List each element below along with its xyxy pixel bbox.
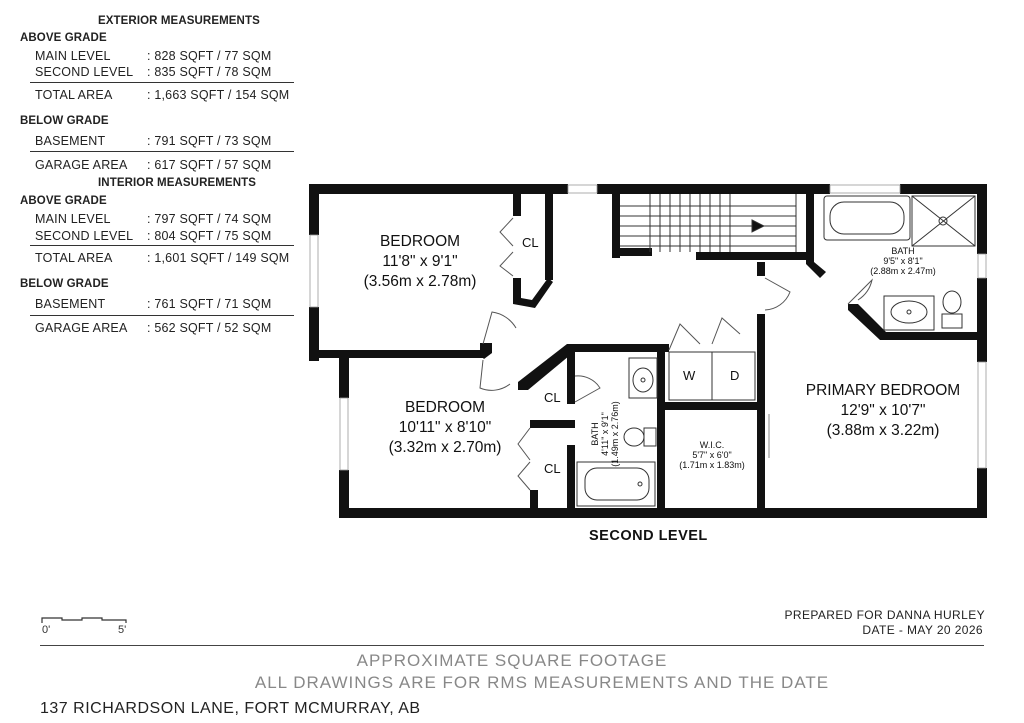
level-title: SECOND LEVEL	[589, 528, 708, 544]
primary-bedroom-dim-metric: (3.88m x 3.22m)	[826, 422, 940, 439]
interior-header: INTERIOR MEASUREMENTS	[98, 177, 256, 189]
closet-label-bedroom2: CL	[544, 461, 561, 476]
interior-below-grade-label: BELOW GRADE	[20, 278, 109, 290]
wic-dim-imperial: 5'7" x 6'0"	[692, 450, 732, 460]
interior-total-value: : 1,601 SQFT / 149 SQM	[147, 251, 290, 265]
scale-end-label: 5'	[118, 624, 127, 636]
primary-bedroom-name: PRIMARY BEDROOM	[805, 382, 961, 399]
prepared-for: PREPARED FOR DANNA HURLEY	[784, 608, 985, 622]
dryer-label: D	[730, 368, 740, 383]
bedroom1-dim-imperial: 11'8" x 9'1"	[382, 253, 458, 270]
primary-bedroom-dim-imperial: 12'9" x 10'7"	[840, 402, 926, 419]
exterior-header: EXTERIOR MEASUREMENTS	[98, 15, 260, 27]
prepared-date: DATE - MAY 20 2026	[862, 623, 983, 637]
exterior-basement-value: : 791 SQFT / 73 SQM	[147, 134, 272, 148]
interior-above-grade-label: ABOVE GRADE	[20, 195, 107, 207]
exterior-total-value: : 1,663 SQFT / 154 SQM	[147, 88, 290, 102]
bedroom2-dim-imperial: 10'11" x 8'10"	[398, 419, 492, 436]
washer-label: W	[683, 368, 696, 383]
footer-rule	[40, 645, 984, 646]
interior-main-level-label: MAIN LEVEL	[35, 212, 111, 226]
bedroom1-dim-metric: (3.56m x 2.78m)	[363, 273, 477, 290]
exterior-basement-label: BASEMENT	[35, 134, 106, 148]
main-bath-label	[590, 389, 620, 479]
ensuite-bath-label	[858, 246, 948, 276]
stairs	[620, 194, 796, 252]
ensuite-bath-name: BATH	[891, 246, 915, 256]
interior-total-label: TOTAL AREA	[35, 251, 113, 265]
bedroom2-dim-metric: (3.32m x 2.70m)	[388, 439, 502, 456]
ensuite-bath-dim-metric: (2.88m x 2.47m)	[870, 266, 936, 276]
interior-basement-label: BASEMENT	[35, 297, 106, 311]
footer-line1: APPROXIMATE SQUARE FOOTAGE	[356, 651, 668, 670]
exterior-garage-value: : 617 SQFT / 57 SQM	[147, 158, 272, 172]
interior-second-level-value: : 804 SQFT / 75 SQM	[147, 229, 272, 243]
main-bath-name: BATH	[590, 422, 600, 446]
wic-label	[667, 440, 757, 470]
exterior-main-level-label: MAIN LEVEL	[35, 49, 111, 63]
scale-start-label: 0'	[42, 624, 51, 636]
bedroom2-name: BEDROOM	[404, 399, 486, 416]
exterior-main-level-value: : 828 SQFT / 77 SQM	[147, 49, 272, 63]
primary-bedroom-label	[785, 381, 981, 441]
closet-label-bedroom1: CL	[522, 235, 539, 250]
exterior-above-grade-label: ABOVE GRADE	[20, 32, 107, 44]
bedroom1-label	[340, 232, 500, 292]
closet-label-hall: CL	[544, 390, 561, 405]
ensuite-bath-dim-imperial: 9'5" x 8'1"	[883, 256, 923, 266]
interior-main-level-value: : 797 SQFT / 74 SQM	[147, 212, 272, 226]
exterior-garage-label: GARAGE AREA	[35, 158, 128, 172]
footer-line2: ALL DRAWINGS ARE FOR RMS MEASUREMENTS AND THE DATE	[254, 673, 830, 692]
bedroom2-label	[365, 398, 525, 458]
exterior-second-level-label: SECOND LEVEL	[35, 65, 134, 79]
main-bath-dim-imperial: 4'11" x 9'1"	[600, 412, 610, 456]
wic-name: W.I.C.	[699, 440, 725, 450]
wic-dim-metric: (1.71m x 1.83m)	[679, 460, 745, 470]
interior-garage-value: : 562 SQFT / 52 SQM	[147, 321, 272, 335]
main-bath-dim-metric: (1.49m x 2.76m)	[610, 401, 620, 467]
bedroom1-name: BEDROOM	[379, 233, 461, 250]
exterior-second-level-value: : 835 SQFT / 78 SQM	[147, 65, 272, 79]
interior-basement-value: : 761 SQFT / 71 SQM	[147, 297, 272, 311]
interior-garage-label: GARAGE AREA	[35, 321, 128, 335]
exterior-total-label: TOTAL AREA	[35, 88, 113, 102]
address: 137 RICHARDSON LANE, FORT MCMURRAY, AB	[40, 700, 421, 717]
exterior-below-grade-label: BELOW GRADE	[20, 115, 109, 127]
interior-second-level-label: SECOND LEVEL	[35, 229, 134, 243]
